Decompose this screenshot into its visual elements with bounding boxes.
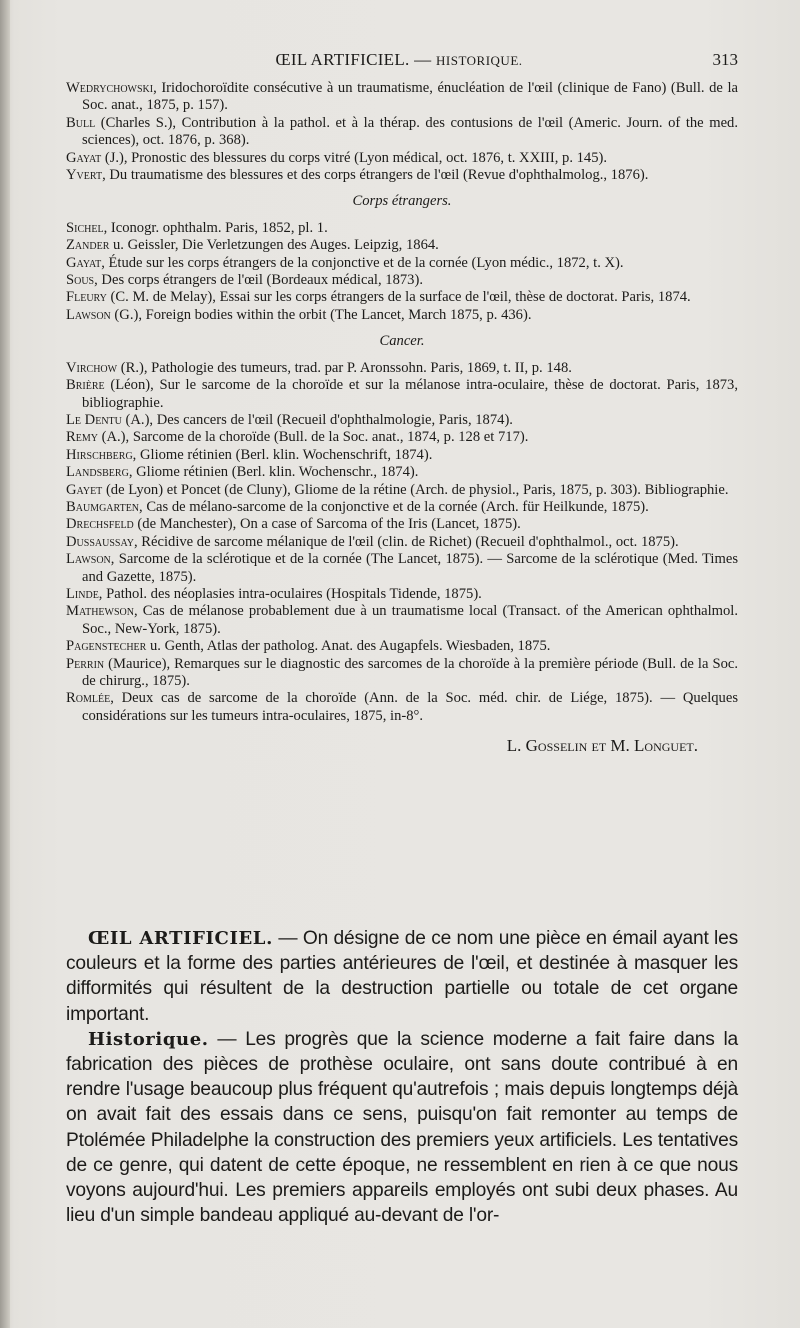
- entry-text: , Des corps étrangers de l'œil (Bordeaux médical, 1873).: [94, 272, 423, 289]
- bibliography-entry: [66, 360, 738, 377]
- entry-author: Fleury: [66, 289, 107, 306]
- entry-author: Lawson: [66, 306, 111, 323]
- entry-text: (de Lyon) et Poncet (de Cluny), Gliome de la rétine (Arch. de physiol., Paris, 1875, p. 303). Bibliographie.: [102, 481, 729, 498]
- entry-text: (Charles S.), Contribution à la pathol. et à la thérap. des contusions de l'œil (Americ. Journ. of the med. sciences), oct. 1876, p. 368).: [82, 114, 738, 149]
- entry-text: (A.), Sarcome de la choroïde (Bull. de la Soc. anat., 1874, p. 128 et 717).: [97, 429, 529, 446]
- entry-author: Remy: [66, 429, 98, 446]
- bibliography-entry: [66, 429, 738, 446]
- running-title-main: ŒIL ARTIFICIEL. —: [275, 50, 436, 69]
- bibliography-entry: [66, 603, 738, 638]
- entry-author: Sichel: [66, 219, 104, 236]
- running-title-small: HISTORIQUE.: [436, 53, 523, 68]
- bibliography-entry: [66, 307, 738, 324]
- binding-gutter: [0, 0, 10, 1328]
- entry-author: Baumgarten: [66, 498, 140, 515]
- entry-text: u. Geissler, Die Verletzungen des Auges. Leipzig, 1864.: [109, 237, 439, 254]
- bibliography-entry: [66, 272, 738, 289]
- entry-text: , Gliome rétinien (Berl. klin. Wochenschr., 1874).: [128, 464, 419, 481]
- bibliography-entry: [66, 656, 738, 691]
- entry-author: Bull: [66, 114, 96, 131]
- bibliography-list-cancer: [66, 360, 738, 726]
- entry-author: Dussaussay: [66, 533, 134, 550]
- bibliography-entry: [66, 638, 738, 655]
- entry-text: , Étude sur les corps étrangers de la conjonctive et de la cornée (Lyon médic., 1872, t. X).: [101, 254, 624, 271]
- bibliography-list-general: [66, 80, 738, 184]
- entry-author: Yvert: [66, 167, 103, 184]
- bibliography-entry: [66, 586, 738, 603]
- entry-author: Pagenstecher: [66, 638, 147, 655]
- entry-text: u. Genth, Atlas der patholog. Anat. des Augapfels. Wiesbaden, 1875.: [146, 638, 551, 655]
- entry-author: Zander: [66, 237, 110, 254]
- entry-author: Mathewson: [66, 603, 134, 620]
- entry-author: Wedrychowski: [66, 80, 154, 96]
- history-term: Historique.: [88, 1028, 209, 1050]
- bibliography-entry: [66, 516, 738, 533]
- entry-author: Brière: [66, 377, 105, 394]
- entry-text: (C. M. de Melay), Essai sur les corps étrangers de la surface de l'œil, thèse de doctorat. Paris, 1874.: [106, 289, 691, 306]
- entry-author: Le Dentu: [66, 411, 122, 428]
- entry-author: Sous: [66, 272, 95, 289]
- entry-text: (R.), Pathologie des tumeurs, trad. par P. Aronssohn. Paris, 1869, t. II, p. 148.: [117, 359, 572, 376]
- entry-text: , Gliome rétinien (Berl. klin. Wochenschrift, 1874).: [132, 446, 433, 463]
- history-paragraph: [66, 1027, 738, 1229]
- entry-author: Linde: [66, 585, 99, 602]
- bibliography-entry: [66, 237, 738, 254]
- definition-paragraph: [66, 926, 738, 1027]
- entry-text: (J.), Pronostic des blessures du corps vitré (Lyon médical, oct. 1876, t. XXIII, p. 145).: [101, 149, 608, 166]
- bibliography-entry: [66, 447, 738, 464]
- bibliography: [66, 80, 738, 755]
- bibliography-entry: [66, 150, 738, 167]
- bibliography-entry: [66, 464, 738, 481]
- entry-author: Gayat: [66, 149, 102, 166]
- history-text: — Les progrès que la science moderne a fait faire dans la fabrication des pièces de prothèse oculaire, ont sans doute contribué à en rendre l'usage beaucoup plus fréquent qu'autrefois ; mais depuis longtemps déjà on avait fait des essais dans ce sens, puisqu'on fait remonter au temps de Ptolémée Philadelphe la construction des premiers yeux artificiels. Les tentatives de ce genre, qui datent de cette époque, ne ressemblent en rien à ce que nous voyons aujourd'hui. Les premiers appareils employés ont subi deux phases. Au lieu d'un simple bandeau appliqué au-devant de l'or-: [66, 1028, 738, 1227]
- bibliography-entry: [66, 115, 738, 150]
- entry-text: , Cas de mélano-sarcome de la conjonctive et de la cornée (Arch. für Heilkunde, 1875).: [139, 498, 649, 515]
- entry-author: Gayet: [66, 481, 103, 498]
- bibliography-entry: [66, 482, 738, 499]
- bibliography-entry: [66, 534, 738, 551]
- section-heading-corps-etrangers: Corps étrangers.: [352, 193, 452, 210]
- entry-author: Hirschberg: [66, 446, 133, 463]
- entry-text: , Sarcome de la sclérotique et de la cornée (The Lancet, 1875). — Sarcome de la sclérotique (Med. Times and Gazette, 1875).: [82, 551, 738, 585]
- entry-author: Virchow: [66, 359, 118, 376]
- bibliography-entry: [66, 289, 738, 306]
- entry-author: Perrin: [66, 655, 105, 672]
- definition-text: — On désigne de ce nom une pièce en émail ayant les couleurs et la forme des parties antérieures de l'œil, et destinée à masquer les difformités qui résultent de la destruction partielle ou totale de cet organe important.: [66, 928, 738, 1025]
- entry-author: Romlée: [66, 690, 111, 707]
- bibliography-entry: [66, 167, 738, 184]
- entry-text: , Du traumatisme des blessures et des corps étrangers de l'œil (Revue d'ophthalmolog., 1876).: [102, 167, 649, 184]
- article-body: [66, 926, 738, 1228]
- authors-signature: L. Gosselin et M. Longuet.: [506, 736, 698, 756]
- bibliography-entry: [66, 412, 738, 429]
- page-number: 313: [712, 50, 738, 69]
- bibliography-entry: [66, 220, 738, 237]
- running-title: [60, 50, 738, 70]
- bibliography-entry: [66, 80, 738, 115]
- bibliography-entry: [66, 377, 738, 412]
- entry-text: (Maurice), Remarques sur le diagnostic des sarcomes de la choroïde à la première période (Bull. de la Soc. de chirurg., 1875).: [82, 655, 738, 689]
- entry-text: , Cas de mélanose probablement due à un traumatisme local (Transact. of the American ophthalmol. Soc., New-York, 1875).: [82, 603, 738, 637]
- bibliography-entry: [66, 255, 738, 272]
- entry-text: (G.), Foreign bodies within the orbit (The Lancet, March 1875, p. 436).: [110, 306, 532, 323]
- entry-author: Landsberg: [66, 464, 129, 481]
- entry-author: Gayat: [66, 254, 102, 271]
- bibliography-list-corps-etrangers: [66, 220, 738, 324]
- bibliography-entry: [66, 690, 738, 725]
- bibliography-entry: [66, 551, 738, 586]
- entry-text: (A.), Des cancers de l'œil (Recueil d'ophthalmologie, Paris, 1874).: [121, 411, 513, 428]
- entry-author: Lawson: [66, 551, 111, 568]
- entry-text: , Pathol. des néoplasies intra-oculaires (Hospitals Tidende, 1875).: [98, 585, 482, 602]
- running-header: [60, 50, 738, 74]
- entry-text: , Iconogr. ophthalm. Paris, 1852, pl. 1.: [103, 219, 328, 236]
- entry-text: , Iridochoroïdite consécutive à un traumatisme, énucléation de l'œil (clinique de Fano) (Bull. de la Soc. anat., 1875, p. 157).: [82, 80, 738, 114]
- section-heading-cancer: Cancer.: [379, 333, 425, 350]
- entry-text: (Léon), Sur le sarcome de la choroïde et sur la mélanose intra-oculaire, thèse de doctorat. Paris, 1873, bibliographie.: [82, 377, 738, 411]
- article-term: ŒIL ARTIFICIEL.: [88, 928, 273, 949]
- entry-author: Drechsfeld: [66, 516, 134, 533]
- entry-text: (de Manchester), On a case of Sarcoma of the Iris (Lancet, 1875).: [133, 516, 521, 533]
- bibliography-entry: [66, 499, 738, 516]
- entry-text: , Deux cas de sarcome de la choroïde (Ann. de la Soc. méd. chir. de Liége, 1875). — Quelques considérations sur les tumeurs intra-oculaires, 1875, in-8°.: [82, 690, 738, 724]
- entry-text: , Récidive de sarcome mélanique de l'œil (clin. de Richet) (Recueil d'ophthalmol., oct. 1875).: [133, 533, 679, 550]
